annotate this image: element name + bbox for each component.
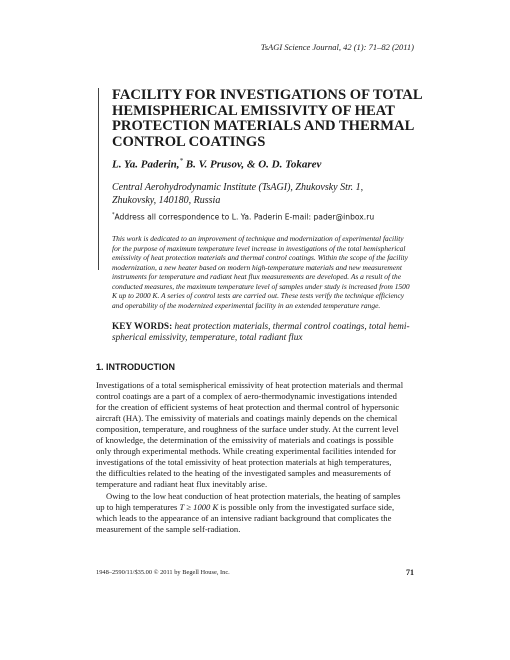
body-line: Owing to the low heat conduction of heat protection materials, the heating of samples [106,491,401,501]
author-others: B. V. Prusov, & O. D. Tokarev [183,158,322,171]
title-line: CONTROL COATINGS [112,133,266,150]
affiliation-line: Central Aerohydrodynamic Institute (TsAGI), Zhukovsky Str. 1, [112,182,364,193]
journal-reference: TsAGI Science Journal, 42 (1): 71–82 (2011) [260,42,414,52]
title-line: HEMISPHERICAL EMISSIVITY OF HEAT [112,102,395,119]
abstract-line: K up to 2000 K. A series of control tests are carried out. These tests verify the technique efficiency [112,291,405,300]
body-line-part: up to high temperatures [96,502,180,512]
page-number: 71 [406,568,414,577]
author-list [112,157,414,171]
keywords-label: KEY WORDS: [112,322,173,332]
abstract-line: modernization, a new heater based on modern high-temperature materials and new measurement [112,262,402,272]
abstract-line: and operability of the modernized experimental facility in an extended temperature range. [112,300,381,310]
body-line: measurement of the sample self-radiation. [96,524,241,534]
correspondence-mark: * [112,212,115,218]
body-line: of knowledge, the determination of the emissivity of materials and coatings is possible [96,435,394,445]
affiliation-line: Zhukovsky, 140180, Russia [112,195,221,206]
math-inline: T ≥ 1000 K [179,502,219,512]
corresponding-mark: * [179,157,184,165]
keywords-text: heat protection materials, thermal control coatings, total hemi- [172,322,410,332]
correspondence-text: Address all correspondence to L. Ya. Paderin E-mail: pader@inbox.ru [114,212,375,222]
body-text [96,380,416,535]
abstract-line: conducted measures, the maximum temperature level of samples under study is increased from 1500 [112,281,410,291]
title-line: FACILITY FOR INVESTIGATIONS OF TOTAL [112,87,423,103]
abstract-line: This work is dedicated to an improvement of technique and modernization of experimental facility [112,234,404,243]
body-line: Investigations of a total semispherical emissivity of heat protection materials and thermal [96,380,404,390]
keywords [112,322,414,344]
body-line: which leads to the appearance of an intensive radiant background that complicates the [96,513,392,523]
abstract [112,234,414,310]
body-line-part: is possible only from the investigated surface side, [218,502,395,512]
author-first: L. Ya. Paderin, [112,158,180,171]
section-heading: 1. INTRODUCTION [96,362,176,372]
title-line: PROTECTION MATERIALS AND THERMAL [112,118,415,134]
keywords-text-cont: spherical emissivity, temperature, total radiant flux [112,333,303,343]
abstract-line: emissivity of heat protection materials and thermal control coatings. Within the scope of the facility [112,253,408,262]
abstract-line: for the purpose of maximum temperature level increase in investigations of the total hemispherical [112,243,406,253]
body-line: temperature and radiant heat flux inevitably arise. [96,479,268,489]
affiliation [112,181,414,207]
body-line: the difficulties related to the heating of the investigated samples and measurements of [96,468,391,478]
body-line: only through experimental methods. While creating experimental facilities intended for [96,446,397,456]
footer-issn: 1948–2590/11/$35.00 © 2011 by Begell House, Inc. [96,569,230,576]
correspondence-note [112,212,414,222]
body-line: investigations of the total emissivity of heat protection materials at high temperatures, [96,457,392,467]
article-title [112,87,423,150]
body-line: for the creation of efficient systems of heat protection and thermal control of hypersonic [96,402,400,412]
abstract-line: instruments for temperature and radiant heat flux measurements are developed. As a result of the [112,272,401,281]
body-line: control coatings are a part of a complex of aero-thermodynamic investigations intended [96,391,397,401]
body-line: composition, temperature, and roughness of the surface under study. At the current level [96,424,399,434]
body-line: aircraft (HA). The emissivity of materials and coatings mainly depends on the chemical [96,413,398,423]
title-side-rule [98,88,99,270]
body-line [96,502,416,513]
